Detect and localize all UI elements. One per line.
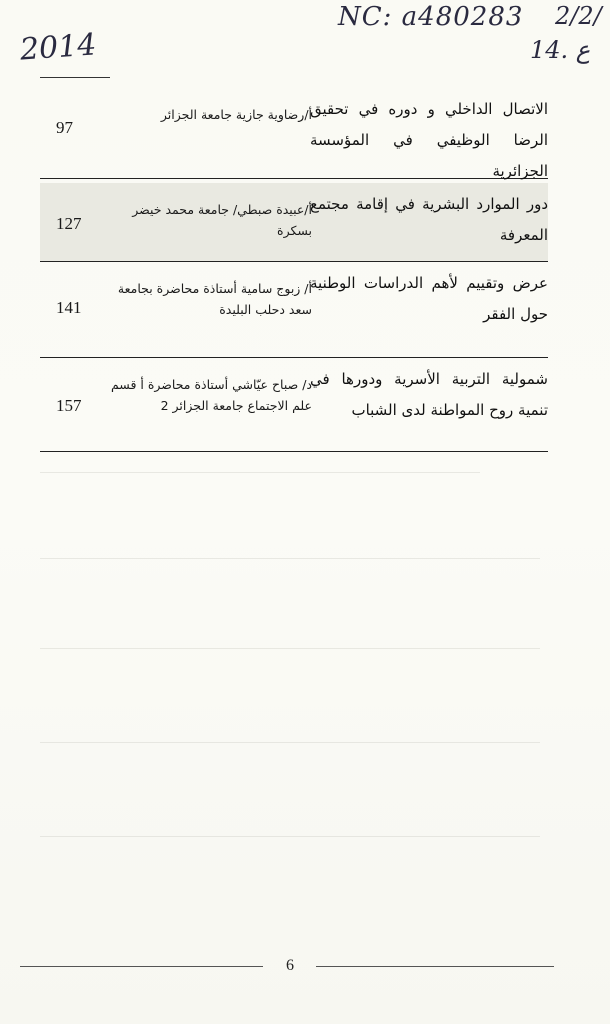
- top-divider: [40, 77, 110, 78]
- toc-row: [40, 358, 548, 452]
- toc-page-number: 127: [56, 214, 82, 233]
- toc-author: أ/عبيدة صبطي/ جامعة محمد خيضر بسكرة: [132, 202, 312, 238]
- bleed-through-line: [40, 836, 540, 837]
- toc-row: [40, 183, 548, 262]
- bleed-through-line: [40, 648, 540, 649]
- toc-title: دور الموارد البشرية في إقامة مجتمع المعرفة: [310, 195, 548, 244]
- handwritten-year: 2014: [18, 27, 98, 68]
- toc-page-number: 141: [56, 298, 82, 317]
- toc-page-number: 157: [56, 396, 82, 415]
- handwritten-reference-top: 2/2/: [555, 2, 602, 30]
- handwritten-catalog-code: NC: a480283: [338, 2, 524, 32]
- page-number: 6: [286, 957, 294, 974]
- bleed-through-line: [40, 558, 540, 559]
- toc-row: [40, 262, 548, 358]
- toc-title: الاتصال الداخلي و دوره في تحقيق الرضا الوظيفي في المؤسسة الجزائرية: [310, 100, 548, 180]
- toc-author: أ/ زبوج سامية أستاذة محاضرة بجامعة سعد دحلب البليدة: [117, 281, 312, 317]
- handwritten-reference-bottom: 14. ع: [530, 36, 591, 64]
- toc-page-number: 97: [56, 118, 73, 137]
- bleed-through-line: [40, 472, 480, 473]
- toc-title: عرض وتقييم لأهم الدراسات الوطنية حول الفقر: [310, 274, 548, 323]
- toc-author: أ/رضاوية جازية جامعة الجزائر: [160, 107, 312, 122]
- footer-divider-left: [20, 966, 263, 967]
- toc-author: د/ صباح عيّاشي أستاذة محاضرة أ قسم علم الاجتماع جامعة الجزائر 2: [110, 377, 312, 413]
- bleed-through-line: [40, 742, 540, 743]
- footer-divider-right: [316, 966, 554, 967]
- toc-row: [40, 88, 548, 179]
- toc-title: شمولية التربية الأسرية ودورها في تنمية روح المواطنة لدى الشباب: [310, 370, 548, 419]
